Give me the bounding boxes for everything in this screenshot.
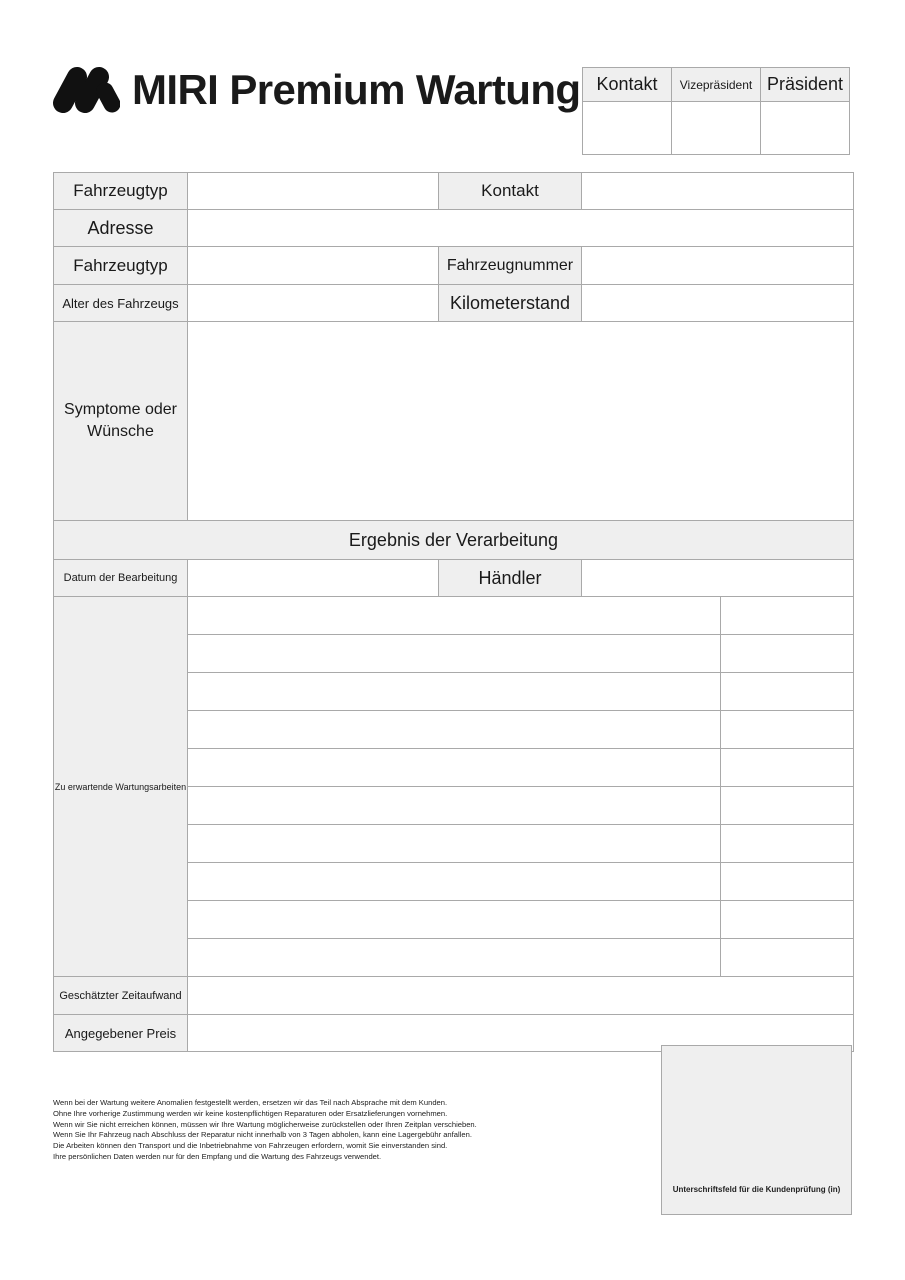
note-line: Die Arbeiten können den Transport und die Inbetriebnahme von Fahrzeugen erfordern, womit Sie einverstanden sind. bbox=[53, 1141, 448, 1151]
work-line bbox=[188, 901, 854, 939]
work-line-amount[interactable] bbox=[720, 635, 854, 673]
wartungsarbeiten-grid bbox=[188, 597, 854, 977]
work-line-description[interactable] bbox=[188, 825, 720, 863]
terms-notes bbox=[53, 1098, 643, 1163]
label-alter: Alter des Fahrzeugs bbox=[54, 285, 188, 322]
field-fahrzeugtyp-2[interactable] bbox=[188, 247, 439, 285]
label-kilometerstand: Kilometerstand bbox=[439, 285, 582, 322]
field-fahrzeugtyp[interactable] bbox=[188, 173, 439, 210]
field-haendler[interactable] bbox=[582, 560, 854, 597]
signature-label: Unterschriftsfeld für die Kundenprüfung (in) bbox=[672, 1185, 841, 1194]
work-line bbox=[188, 711, 854, 749]
approval-stamp-kontakt[interactable] bbox=[583, 102, 672, 155]
work-line-description[interactable] bbox=[188, 749, 720, 787]
label-adresse: Adresse bbox=[54, 210, 188, 247]
label-symptome bbox=[54, 322, 188, 521]
work-line bbox=[188, 635, 854, 673]
approval-stamp-praesident[interactable] bbox=[761, 102, 850, 155]
label-datum: Datum der Bearbeitung bbox=[54, 560, 188, 597]
brand-title: MIRI Premium Wartung bbox=[132, 66, 581, 113]
work-line-description[interactable] bbox=[188, 597, 720, 635]
field-datum[interactable] bbox=[188, 560, 439, 597]
work-line-amount[interactable] bbox=[720, 787, 854, 825]
work-line bbox=[188, 787, 854, 825]
maintenance-form bbox=[53, 172, 854, 1052]
field-alter[interactable] bbox=[188, 285, 439, 322]
field-kilometerstand[interactable] bbox=[582, 285, 854, 322]
approval-stamp-vizepraesident[interactable] bbox=[672, 102, 761, 155]
label-fahrzeugtyp-2: Fahrzeugtyp bbox=[54, 247, 188, 285]
label-preis: Angegebener Preis bbox=[54, 1015, 188, 1052]
note-line: Wenn bei der Wartung weitere Anomalien festgestellt werden, ersetzen wir das Teil nach Absprache mit dem Kunden. bbox=[53, 1098, 448, 1107]
note-line: Wenn wir Sie nicht erreichen können, müssen wir Ihre Wartung möglicherweise zurückstellen oder Ihren Zeitplan verschieben. bbox=[53, 1119, 477, 1129]
work-line-amount[interactable] bbox=[720, 597, 854, 635]
approval-header-praesident: Präsident bbox=[761, 68, 850, 102]
note-line: Ihre persönlichen Daten werden nur für den Empfang und die Wartung des Fahrzeugs verwendet. bbox=[53, 1151, 382, 1161]
signature-field[interactable] bbox=[661, 1045, 852, 1215]
work-line bbox=[188, 825, 854, 863]
work-line-description[interactable] bbox=[188, 711, 720, 749]
work-line-amount[interactable] bbox=[720, 711, 854, 749]
approval-header-vizepraesident: Vizepräsident bbox=[672, 68, 761, 102]
label-zeitaufwand: Geschätzter Zeitaufwand bbox=[54, 977, 188, 1015]
field-symptome[interactable] bbox=[188, 322, 854, 521]
work-line bbox=[188, 597, 854, 635]
work-line-amount[interactable] bbox=[720, 825, 854, 863]
work-line-description[interactable] bbox=[188, 635, 720, 673]
wartungsarbeiten-lines bbox=[188, 597, 854, 976]
field-zeitaufwand[interactable] bbox=[188, 977, 854, 1015]
work-line-amount[interactable] bbox=[720, 673, 854, 711]
work-line-description[interactable] bbox=[188, 939, 720, 977]
label-haendler: Händler bbox=[439, 560, 582, 597]
label-symptome-line2: Wünsche bbox=[87, 423, 154, 440]
field-kontakt[interactable] bbox=[582, 173, 854, 210]
work-line bbox=[188, 749, 854, 787]
note-line: Ohne Ihre vorherige Zustimmung werden wir keine kostenpflichtigen Reparaturen oder Ersatzlieferungen vornehmen. bbox=[53, 1108, 448, 1118]
work-line-amount[interactable] bbox=[720, 749, 854, 787]
work-line-description[interactable] bbox=[188, 863, 720, 901]
work-line-amount[interactable] bbox=[720, 939, 854, 977]
label-fahrzeugnummer: Fahrzeugnummer bbox=[439, 247, 582, 285]
note-line: Wenn Sie Ihr Fahrzeug nach Abschluss der Reparatur nicht innerhalb von 3 Tagen abholen, kann eine Lagergebühr anfallen. bbox=[53, 1130, 472, 1140]
field-fahrzeugnummer[interactable] bbox=[582, 247, 854, 285]
approval-stamp-table bbox=[582, 67, 850, 155]
work-line-description[interactable] bbox=[188, 901, 720, 939]
work-line bbox=[188, 863, 854, 901]
label-wartungsarbeiten: Zu erwartende Wartungsarbeiten bbox=[54, 597, 188, 977]
label-kontakt: Kontakt bbox=[439, 173, 582, 210]
brand-logo-icon bbox=[52, 66, 120, 114]
section-ergebnis: Ergebnis der Verarbeitung bbox=[54, 521, 854, 560]
approval-header-kontakt: Kontakt bbox=[583, 68, 672, 102]
work-line bbox=[188, 673, 854, 711]
work-line-description[interactable] bbox=[188, 673, 720, 711]
label-fahrzeugtyp: Fahrzeugtyp bbox=[54, 173, 188, 210]
work-line-amount[interactable] bbox=[720, 863, 854, 901]
work-line bbox=[188, 939, 854, 977]
field-adresse[interactable] bbox=[188, 210, 854, 247]
label-symptome-line1: Symptome oder bbox=[64, 401, 177, 418]
work-line-description[interactable] bbox=[188, 787, 720, 825]
work-line-amount[interactable] bbox=[720, 901, 854, 939]
